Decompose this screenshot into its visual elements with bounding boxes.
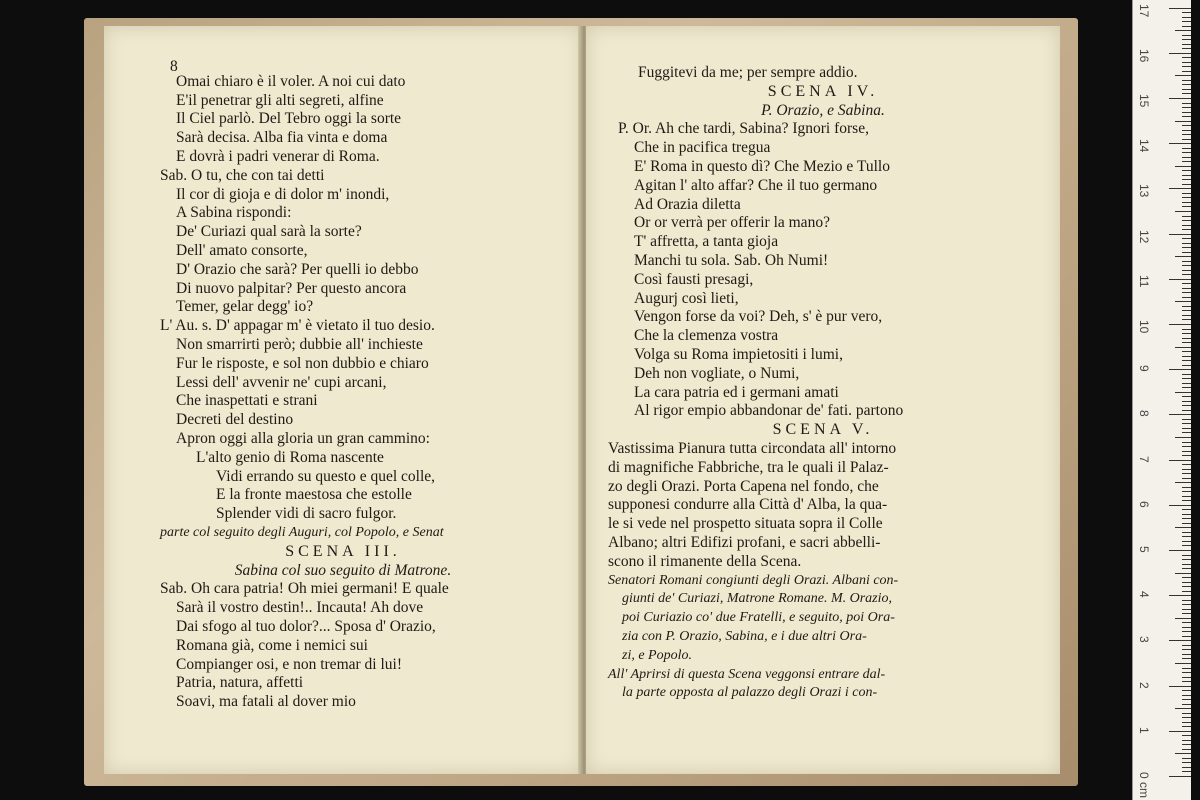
ruler-minor-tick [1182,310,1191,311]
ruler-minor-tick [1182,600,1191,601]
ruler-minor-tick [1175,437,1191,438]
ruler-label: 6 [1137,500,1151,508]
text-line: Che inaspettati e strani [176,392,318,410]
ruler-minor-tick [1182,559,1191,560]
ruler-minor-tick [1182,672,1191,673]
text-line: Sab. O tu, che con tai detti [160,166,325,184]
text-line: scono il rimanente della Scena. [608,552,802,570]
ruler-minor-tick [1182,71,1191,72]
ruler-minor-tick [1182,21,1191,22]
ruler-minor-tick [1182,342,1191,343]
ruler-major-tick [1169,234,1191,235]
ruler-minor-tick [1182,297,1191,298]
ruler-minor-tick [1175,121,1191,122]
ruler-label: 13 [1137,184,1151,198]
text-line: zo degli Orazi. Porta Capena nel fondo, che [608,477,879,495]
ruler-major-tick [1169,505,1191,506]
text-line: Sarà il vostro destin!.. Incauta! Ah dove [176,599,424,617]
ruler-label: 4 [1137,591,1151,598]
ruler-minor-tick [1182,704,1191,705]
text-line: Dai sfogo al tuo dolor?... Sposa d' Orazio, [176,617,436,635]
ruler-label: 2 [1137,681,1151,689]
text-line: De' Curiazi qual sarà la sorte? [176,223,362,241]
ruler-minor-tick [1182,469,1191,470]
ruler-minor-tick [1182,455,1191,456]
ruler-minor-tick [1182,487,1191,488]
text-line: Soavi, ma fatali al dover mio [176,693,356,711]
ruler-minor-tick [1182,161,1191,162]
ruler-minor-tick [1182,193,1191,194]
ruler-minor-tick [1182,401,1191,402]
text-line: le si vede nel prospetto situata sopra il Colle [608,515,883,533]
ruler-minor-tick [1175,256,1191,257]
ruler-label: 5 [1137,546,1151,553]
ruler-minor-tick [1182,419,1191,420]
scene-heading: SCENA IV. [767,82,879,100]
ruler-minor-tick [1182,695,1191,696]
ruler-minor-tick [1182,319,1191,320]
text-line: Splender vidi di sacro fulgor. [216,505,397,523]
ruler-minor-tick [1182,206,1191,207]
ruler-minor-tick [1182,247,1191,248]
ruler-minor-tick [1182,636,1191,637]
ruler-minor-tick [1182,62,1191,63]
ruler-minor-tick [1182,383,1191,384]
ruler-minor-tick [1175,166,1191,167]
ruler-minor-tick [1182,243,1191,244]
ruler-minor-tick [1182,713,1191,714]
ruler-minor-tick [1182,356,1191,357]
ruler-minor-tick [1182,645,1191,646]
ruler-minor-tick [1182,410,1191,411]
text-line: Compianger osi, e non tremar di lui! [176,655,402,673]
text-line: Che in pacifica tregua [634,139,771,157]
ruler-minor-tick [1182,478,1191,479]
text-line: Di nuovo palpitar? Per questo ancora [176,279,407,297]
ruler-minor-tick [1182,496,1191,497]
ruler-minor-tick [1182,649,1191,650]
ruler-label: 1 [1137,726,1151,734]
ruler-major-tick [1169,279,1191,280]
text-line: E'il penetrar gli alti segreti, alfine [176,91,384,109]
ruler-minor-tick [1182,103,1191,104]
ruler-minor-tick [1182,315,1191,316]
ruler-minor-tick [1182,396,1191,397]
ruler-major-tick [1169,731,1191,732]
scene-subheading: Sabina col suo seguito di Matrone. [234,561,452,579]
text-line: Or or verrà per offerir la mano? [634,214,830,232]
ruler-minor-tick [1182,758,1191,759]
ruler-major-tick [1169,640,1191,641]
ruler-minor-tick [1182,631,1191,632]
ruler-minor-tick [1182,767,1191,768]
text-line: Apron oggi alla gloria un gran cammino: [176,429,430,447]
ruler-minor-tick [1182,681,1191,682]
text-line: L'alto genio di Roma nascente [196,448,384,466]
ruler-minor-tick [1182,35,1191,36]
ruler-minor-tick [1182,93,1191,94]
ruler-minor-tick [1182,658,1191,659]
ruler-minor-tick [1182,699,1191,700]
ruler-major-tick [1169,776,1191,777]
ruler-minor-tick [1182,604,1191,605]
ruler-minor-tick [1175,753,1191,754]
ruler-minor-tick [1182,125,1191,126]
ruler-major-tick [1169,324,1191,325]
stage-direction: Senatori Romani congiunti degli Orazi. Albani con- [608,572,899,588]
ruler-minor-tick [1175,482,1191,483]
ruler-minor-tick [1182,405,1191,406]
ruler-minor-tick [1175,392,1191,393]
page-number: 8 [170,58,178,75]
ruler-minor-tick [1182,586,1191,587]
text-line: Manchi tu sola. Sab. Oh Numi! [634,251,829,269]
text-line: Augurj così lieti, [634,289,739,307]
ruler-minor-tick [1175,573,1191,574]
ruler-major-tick [1169,369,1191,370]
ruler-minor-tick [1182,57,1191,58]
ruler-minor-tick [1182,545,1191,546]
ruler-minor-tick [1182,464,1191,465]
ruler-label: 14 [1137,139,1151,153]
text-line: Dell' amato consorte, [176,241,308,259]
ruler-major-tick [1169,460,1191,461]
text-line: Al rigor empio abbandonar de' fati. partono [634,402,904,420]
text-line: Lessi dell' avvenir ne' cupi arcani, [176,373,387,391]
text-line: Patria, natura, affetti [176,674,304,692]
ruler-label: 8 [1137,410,1151,418]
ruler-major-tick [1169,53,1191,54]
ruler-minor-tick [1182,500,1191,501]
text-line: Omai chiaro è il voler. A noi cui dato [176,72,406,90]
measuring-ruler [1132,0,1191,800]
ruler-major-tick [1169,98,1191,99]
ruler-label: 10 [1137,320,1151,334]
ruler-minor-tick [1182,265,1191,266]
ruler-label: 12 [1137,229,1151,243]
text-line: D' Orazio che sarà? Per quelli io debbo [176,260,419,278]
ruler-minor-tick [1182,338,1191,339]
ruler-minor-tick [1182,749,1191,750]
ruler-minor-tick [1182,740,1191,741]
ruler-minor-tick [1182,518,1191,519]
ruler-minor-tick [1182,360,1191,361]
ruler-minor-tick [1175,30,1191,31]
stage-direction: zia con P. Orazio, Sabina, e i due altri Ora- [622,628,867,644]
ruler-minor-tick [1182,175,1191,176]
ruler-minor-tick [1182,197,1191,198]
ruler-minor-tick [1182,582,1191,583]
stage-direction: parte col seguito degli Auguri, col Popolo, e Senat [160,524,444,540]
ruler-minor-tick [1182,306,1191,307]
ruler-minor-tick [1182,668,1191,669]
stage-direction: la parte opposta al palazzo degli Orazi i con- [622,685,878,701]
ruler-minor-tick [1182,26,1191,27]
text-line: supponesi condurre alla Città d' Alba, la qua- [608,496,888,514]
ruler-minor-tick [1182,423,1191,424]
ruler-minor-tick [1182,514,1191,515]
text-line: La cara patria ed i germani amati [634,383,839,401]
ruler-minor-tick [1175,618,1191,619]
ruler-minor-tick [1182,252,1191,253]
ruler-minor-tick [1182,654,1191,655]
ruler-minor-tick [1182,541,1191,542]
text-line: Che la clemenza vostra [634,327,779,345]
ruler-minor-tick [1182,116,1191,117]
ruler-label: 7 [1137,455,1151,463]
text-line: di magnifiche Fabbriche, tra le quali il Palaz- [608,458,889,476]
ruler-minor-tick [1182,112,1191,113]
ruler-minor-tick [1182,274,1191,275]
ruler-minor-tick [1182,329,1191,330]
text-line: Vastissima Pianura tutta circondata all' intorno [608,439,897,457]
ruler-minor-tick [1182,84,1191,85]
ruler-minor-tick [1182,261,1191,262]
text-line: Romana già, come i nemici sui [176,636,368,654]
ruler-minor-tick [1182,690,1191,691]
ruler-minor-tick [1182,130,1191,131]
text-line: Agitan l' alto affar? Che il tuo germano [634,176,878,194]
ruler-major-tick [1169,414,1191,415]
text-line: P. Or. Ah che tardi, Sabina? Ignori forse, [618,120,869,138]
ruler-minor-tick [1175,708,1191,709]
ruler-minor-tick [1182,238,1191,239]
ruler-minor-tick [1182,428,1191,429]
ruler-minor-tick [1182,622,1191,623]
text-line: Non smarrirti però; dubbie all' inchieste [176,335,423,353]
ruler-major-tick [1169,8,1191,9]
text-line: E' Roma in questo dì? Che Mezio e Tullo [634,157,890,175]
ruler-minor-tick [1182,48,1191,49]
ruler-minor-tick [1182,202,1191,203]
stage-direction: poi Curiazio co' due Fratelli, e seguito, poi Ora- [622,610,895,626]
scene-heading: SCENA V. [772,421,874,439]
text-line: Sab. Oh cara patria! Oh miei germani! E quale [160,580,449,598]
ruler-major-tick [1169,143,1191,144]
ruler-minor-tick [1182,568,1191,569]
ruler-minor-tick [1182,12,1191,13]
ruler-minor-tick [1182,451,1191,452]
ruler-label: 0 cm [1137,772,1151,799]
ruler-major-tick [1169,595,1191,596]
ruler-minor-tick [1175,347,1191,348]
text-line: E dovrà i padri venerar di Roma. [176,147,380,165]
text-line: Così fausti presagi, [634,270,754,288]
ruler-minor-tick [1182,577,1191,578]
text-line: Albano; altri Edifizi profani, e sacri abbelli- [608,533,881,551]
ruler-minor-tick [1182,107,1191,108]
text-line: L' Au. s. D' appagar m' è vietato il tuo desio. [160,317,435,335]
scene-subheading: P. Orazio, e Sabina. [761,101,885,119]
text-line: Deh non vogliate, o Numi, [634,364,800,382]
ruler-minor-tick [1182,216,1191,217]
ruler-minor-tick [1182,374,1191,375]
ruler-minor-tick [1182,170,1191,171]
ruler-label: 9 [1137,365,1151,372]
ruler-minor-tick [1182,677,1191,678]
ruler-minor-tick [1182,609,1191,610]
ruler-minor-tick [1182,365,1191,366]
ruler-minor-tick [1182,613,1191,614]
ruler-minor-tick [1182,536,1191,537]
text-line: Decreti del destino [176,411,294,429]
ruler-label: 11 [1137,274,1151,288]
text-line: Ad Orazia diletta [634,195,741,213]
ruler-minor-tick [1182,442,1191,443]
text-line: Fur le risposte, e sol non dubbio e chiaro [176,354,429,372]
left-page-text [104,26,582,712]
ruler-minor-tick [1182,627,1191,628]
text-line: T' affretta, a tanta gioja [634,233,779,251]
text-line: Il cor di gioja e di dolor m' inondi, [176,185,390,203]
ruler-label: 15 [1137,94,1151,108]
ruler-minor-tick [1182,225,1191,226]
right-page-text [586,26,1060,703]
ruler-minor-tick [1182,387,1191,388]
ruler-minor-tick [1175,301,1191,302]
ruler-minor-tick [1175,663,1191,664]
ruler-minor-tick [1182,179,1191,180]
ruler-minor-tick [1182,17,1191,18]
text-line: Fuggitevi da me; per sempre addio. [638,64,858,81]
ruler-label: 17 [1137,3,1151,17]
ruler-minor-tick [1182,564,1191,565]
ruler-major-tick [1169,188,1191,189]
ruler-minor-tick [1182,80,1191,81]
ruler-minor-tick [1182,283,1191,284]
ruler-minor-tick [1182,717,1191,718]
ruler-minor-tick [1182,351,1191,352]
right-page [586,26,1060,774]
ruler-minor-tick [1182,491,1191,492]
ruler-minor-tick [1182,66,1191,67]
ruler-minor-tick [1175,75,1191,76]
ruler-minor-tick [1182,735,1191,736]
stage-direction: All' Aprirsi di questa Scena veggonsi entrare dal- [608,666,886,682]
ruler-minor-tick [1182,762,1191,763]
ruler-minor-tick [1175,527,1191,528]
ruler-label: 3 [1137,636,1151,644]
left-page [104,26,584,774]
ruler-minor-tick [1182,220,1191,221]
text-line: Il Ciel parlò. Del Tebro oggi la sorte [176,110,402,128]
ruler-minor-tick [1182,157,1191,158]
scene-heading: SCENA III. [285,542,401,560]
ruler-minor-tick [1182,270,1191,271]
stage-direction: zi, e Popolo. [622,647,692,663]
ruler-label: 16 [1137,48,1151,63]
ruler-minor-tick [1182,722,1191,723]
ruler-minor-tick [1182,591,1191,592]
ruler-minor-tick [1182,523,1191,524]
ruler-minor-tick [1182,532,1191,533]
text-line: A Sabina rispondi: [176,204,292,222]
ruler-minor-tick [1175,211,1191,212]
ruler-minor-tick [1182,229,1191,230]
ruler-minor-tick [1182,89,1191,90]
ruler-minor-tick [1182,378,1191,379]
ruler-minor-tick [1182,44,1191,45]
ruler-minor-tick [1182,473,1191,474]
text-line: Vengon forse da voi? Deh, s' è pur vero, [634,308,883,326]
ruler-minor-tick [1182,148,1191,149]
ruler-major-tick [1169,686,1191,687]
ruler-minor-tick [1182,292,1191,293]
ruler-minor-tick [1182,333,1191,334]
ruler-minor-tick [1182,744,1191,745]
ruler-minor-tick [1182,509,1191,510]
ruler-major-tick [1169,550,1191,551]
ruler-minor-tick [1182,432,1191,433]
text-line: Vidi errando su questo e quel colle, [216,467,436,485]
text-line: Temer, gelar degg' io? [176,298,314,316]
ruler-minor-tick [1182,184,1191,185]
ruler-minor-tick [1182,152,1191,153]
ruler-minor-tick [1182,288,1191,289]
ruler-minor-tick [1182,726,1191,727]
ruler-minor-tick [1182,771,1191,772]
ruler-minor-tick [1182,134,1191,135]
ruler-minor-tick [1182,39,1191,40]
text-line: E la fronte maestosa che estolle [216,486,412,504]
text-line: Volga su Roma impietositi i lumi, [634,345,843,363]
ruler-minor-tick [1182,555,1191,556]
ruler-minor-tick [1182,139,1191,140]
ruler-minor-tick [1182,446,1191,447]
text-line: Sarà decisa. Alba fia vinta e doma [176,129,388,147]
stage-direction: giunti de' Curiazi, Matrone Romane. M. Orazio, [622,591,893,607]
